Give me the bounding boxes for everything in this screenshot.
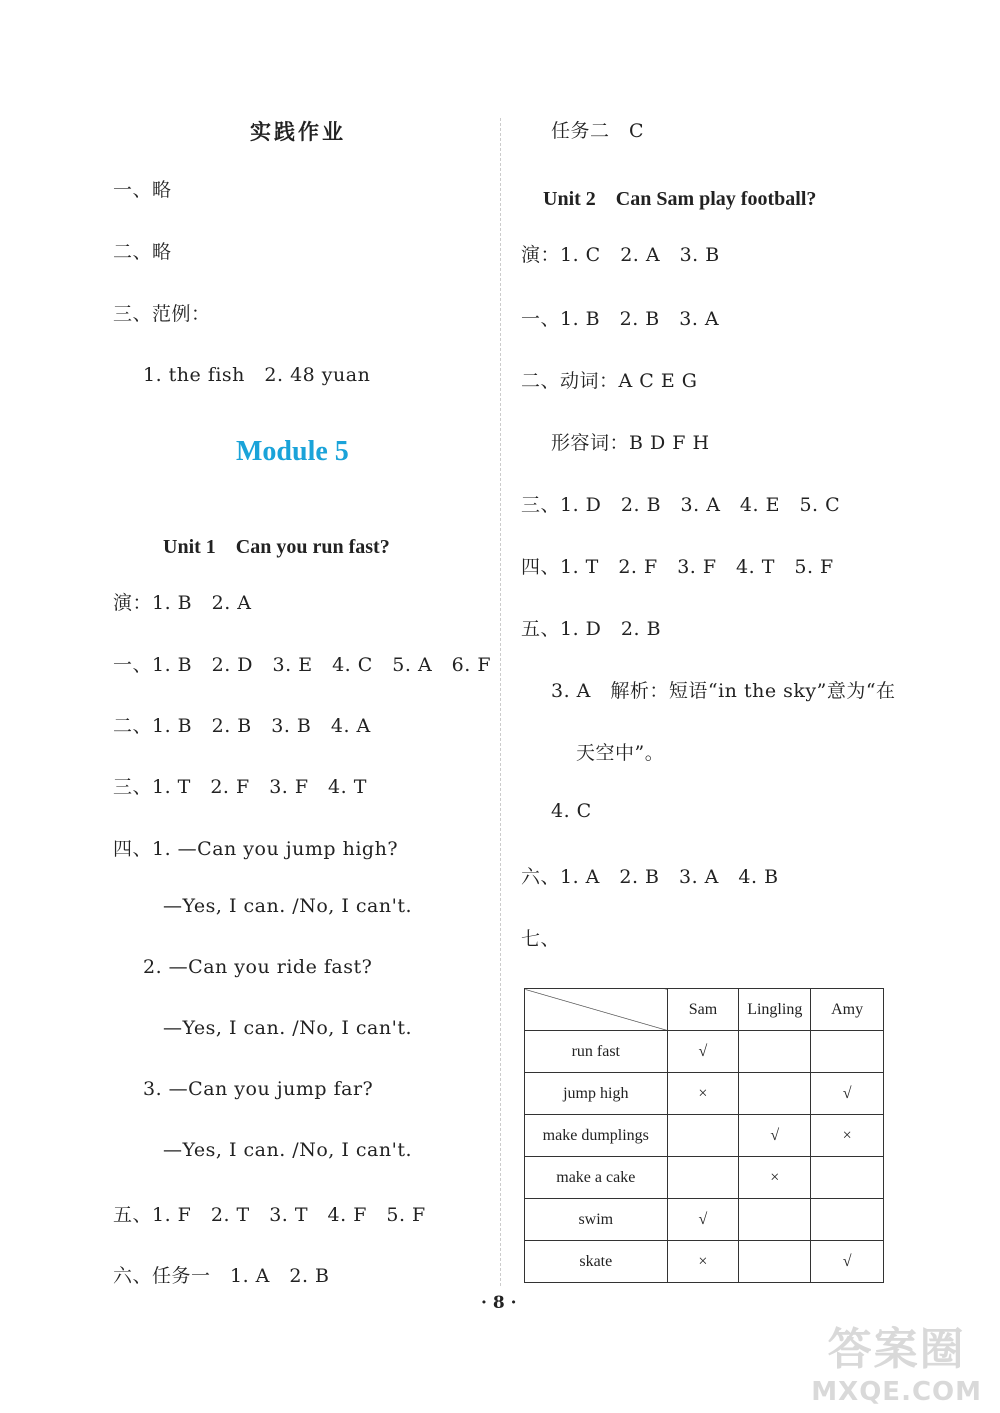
- unit-title: Unit 1 Can you run fast?: [163, 536, 390, 558]
- table-cell: √: [667, 1031, 739, 1073]
- answer-line: 3. A 解析：短语“in the sky”意为“在: [551, 680, 896, 702]
- table-row: [525, 1115, 884, 1157]
- table-cell: ×: [667, 1241, 739, 1283]
- answer-line: 三、1. D 2. B 3. A 4. E 5. C: [521, 494, 841, 516]
- table-cell: [811, 1199, 884, 1241]
- answer-line: 五、1. D 2. B: [521, 618, 662, 640]
- answer-line: 六、1. A 2. B 3. A 4. B: [521, 866, 779, 888]
- answer-line: 天空中”。: [576, 742, 665, 764]
- answer-line: 二、1. B 2. B 3. B 4. A: [113, 715, 371, 737]
- answer-line: 五、1. F 2. T 3. T 4. F 5. F: [113, 1204, 426, 1226]
- answer-line: 二、动词：A C E G: [521, 370, 698, 392]
- answer-line: 三、1. T 2. F 3. F 4. T: [113, 776, 367, 798]
- answer-line: 四、1. —Can you jump high?: [113, 838, 399, 860]
- table-row: [525, 1157, 884, 1199]
- table-row: [525, 1031, 884, 1073]
- answer-line: 一、1. B 2. B 3. A: [521, 308, 720, 330]
- table-cell: [739, 1199, 811, 1241]
- answer-line: 一、略: [113, 179, 172, 201]
- watermark-bottom-text: MXQE.COM: [811, 1377, 982, 1407]
- answer-line: 形容词：B D F H: [551, 432, 710, 454]
- answer-table: [524, 988, 884, 1283]
- page-number: · 8 ·: [481, 1293, 517, 1313]
- table-cell: [667, 1115, 739, 1157]
- answer-line: 六、任务一 1. A 2. B: [113, 1265, 330, 1287]
- table-cell: √: [811, 1241, 884, 1283]
- row-label: skate: [525, 1241, 668, 1283]
- answer-line: 2. —Can you ride fast?: [143, 956, 373, 978]
- answer-line: 演：1. B 2. A: [113, 592, 252, 614]
- table-cell: ×: [667, 1073, 739, 1115]
- table-cell: [739, 1031, 811, 1073]
- answer-line: —Yes, I can. /No, I can't.: [163, 1139, 412, 1161]
- answer-line: 四、1. T 2. F 3. F 4. T 5. F: [521, 556, 834, 578]
- section-heading: 实践作业: [250, 119, 346, 144]
- answer-line: 演：1. C 2. A 3. B: [521, 244, 720, 266]
- table-cell: √: [811, 1073, 884, 1115]
- table-cell: [811, 1031, 884, 1073]
- column-header: Sam: [667, 989, 739, 1031]
- column-header: Amy: [811, 989, 884, 1031]
- table-row: [525, 1073, 884, 1115]
- row-label: jump high: [525, 1073, 668, 1115]
- table-cell: [811, 1157, 884, 1199]
- table-cell: [739, 1241, 811, 1283]
- diagonal-header-cell: [525, 989, 668, 1031]
- column-divider: [500, 118, 501, 1286]
- watermark-logo: [811, 1313, 982, 1407]
- answer-line: 二、略: [113, 241, 172, 263]
- table-cell: √: [739, 1115, 811, 1157]
- answer-line: 任务二 C: [551, 120, 645, 142]
- row-label: make dumplings: [525, 1115, 668, 1157]
- answer-line: 三、范例：: [113, 303, 211, 325]
- table-cell: [667, 1157, 739, 1199]
- row-label: make a cake: [525, 1157, 668, 1199]
- unit-title: Unit 2 Can Sam play football?: [543, 188, 817, 210]
- table-cell: ×: [811, 1115, 884, 1157]
- answer-line: 一、1. B 2. D 3. E 4. C 5. A 6. F: [113, 654, 492, 676]
- answer-line: —Yes, I can. /No, I can't.: [163, 895, 412, 917]
- answer-line: 1. the fish 2. 48 yuan: [143, 364, 371, 386]
- row-label: swim: [525, 1199, 668, 1241]
- table-row: [525, 1241, 884, 1283]
- watermark-top-text: 答案圈: [827, 1324, 966, 1375]
- table-row: [525, 1199, 884, 1241]
- table-cell: √: [667, 1199, 739, 1241]
- table-header-row: [525, 989, 884, 1031]
- table-cell: [739, 1073, 811, 1115]
- answer-line: 3. —Can you jump far?: [143, 1078, 374, 1100]
- answer-line: —Yes, I can. /No, I can't.: [163, 1017, 412, 1039]
- module-title: Module 5: [236, 436, 349, 467]
- column-header: Lingling: [739, 989, 811, 1031]
- row-label: run fast: [525, 1031, 668, 1073]
- answer-line: 4. C: [551, 800, 592, 822]
- answer-line: 七、: [521, 928, 561, 950]
- table-cell: ×: [739, 1157, 811, 1199]
